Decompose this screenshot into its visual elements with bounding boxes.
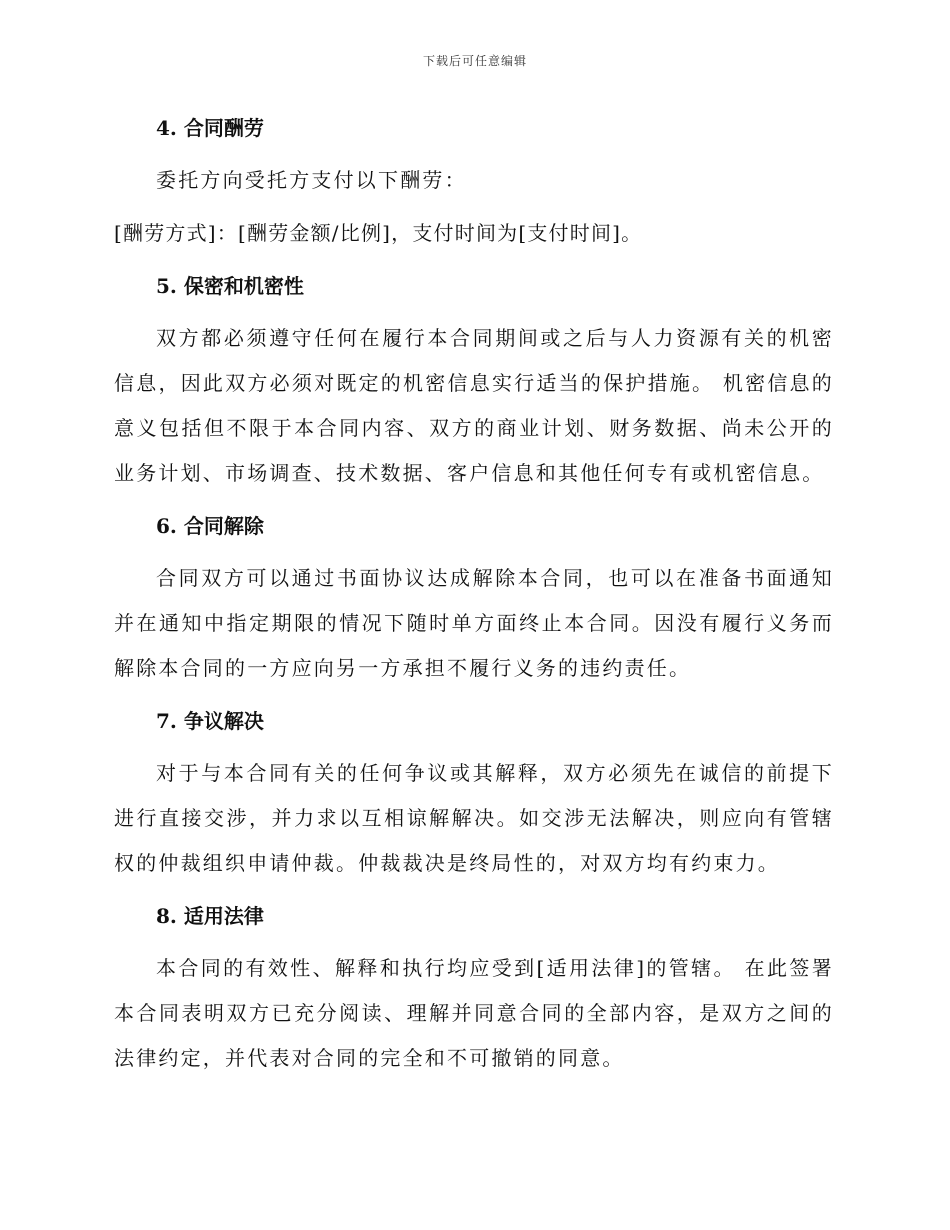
governing-law-paragraph: 本合同的有效性、解释和执行均应受到[适用法律]的管辖。 在此签署本合同表明双方已充分阅读、理解并同意合同的全部内容，是双方之间的法律约定，并代表对合同的完全和不可撤销的同意。 xyxy=(114,956,834,1070)
document-body xyxy=(114,106,834,1089)
page-header: 下载后可任意编辑 xyxy=(422,54,527,68)
section-heading-termination: 6. 合同解除 xyxy=(156,514,264,538)
section-heading-governing-law: 8. 适用法律 xyxy=(156,904,264,928)
section-heading-dispute-resolution: 7. 争议解决 xyxy=(156,709,264,733)
section-heading-remuneration: 4. 合同酬劳 xyxy=(156,116,264,140)
section-heading-confidentiality: 5. 保密和机密性 xyxy=(156,274,304,298)
remuneration-terms: [酬劳方式]：[酬劳金额/比例]，支付时间为[支付时间]。 xyxy=(114,221,643,245)
confidentiality-paragraph: 双方都必须遵守任何在履行本合同期间或之后与人力资源有关的机密信息，因此双方必须对既定的机密信息实行适当的保护措施。 机密信息的意义包括但不限于本合同内容、双方的商业计划、财务数据、尚未公开的业务计划、市场调查、技术数据、客户信息和其他任何专有或机密信息。 xyxy=(114,326,834,485)
termination-paragraph: 合同双方可以通过书面协议达成解除本合同，也可以在准备书面通知并在通知中指定期限的情况下随时单方面终止本合同。因没有履行义务而解除本合同的一方应向另一方承担不履行义务的违约责任。 xyxy=(114,566,834,680)
dispute-resolution-paragraph: 对于与本合同有关的任何争议或其解释，双方必须先在诚信的前提下进行直接交涉，并力求以互相谅解解决。如交涉无法解决，则应向有管辖权的仲裁组织申请仲裁。仲裁裁决是终局性的，对双方均有约束力。 xyxy=(114,761,834,875)
remuneration-intro: 委托方向受托方支付以下酬劳： xyxy=(156,168,467,192)
